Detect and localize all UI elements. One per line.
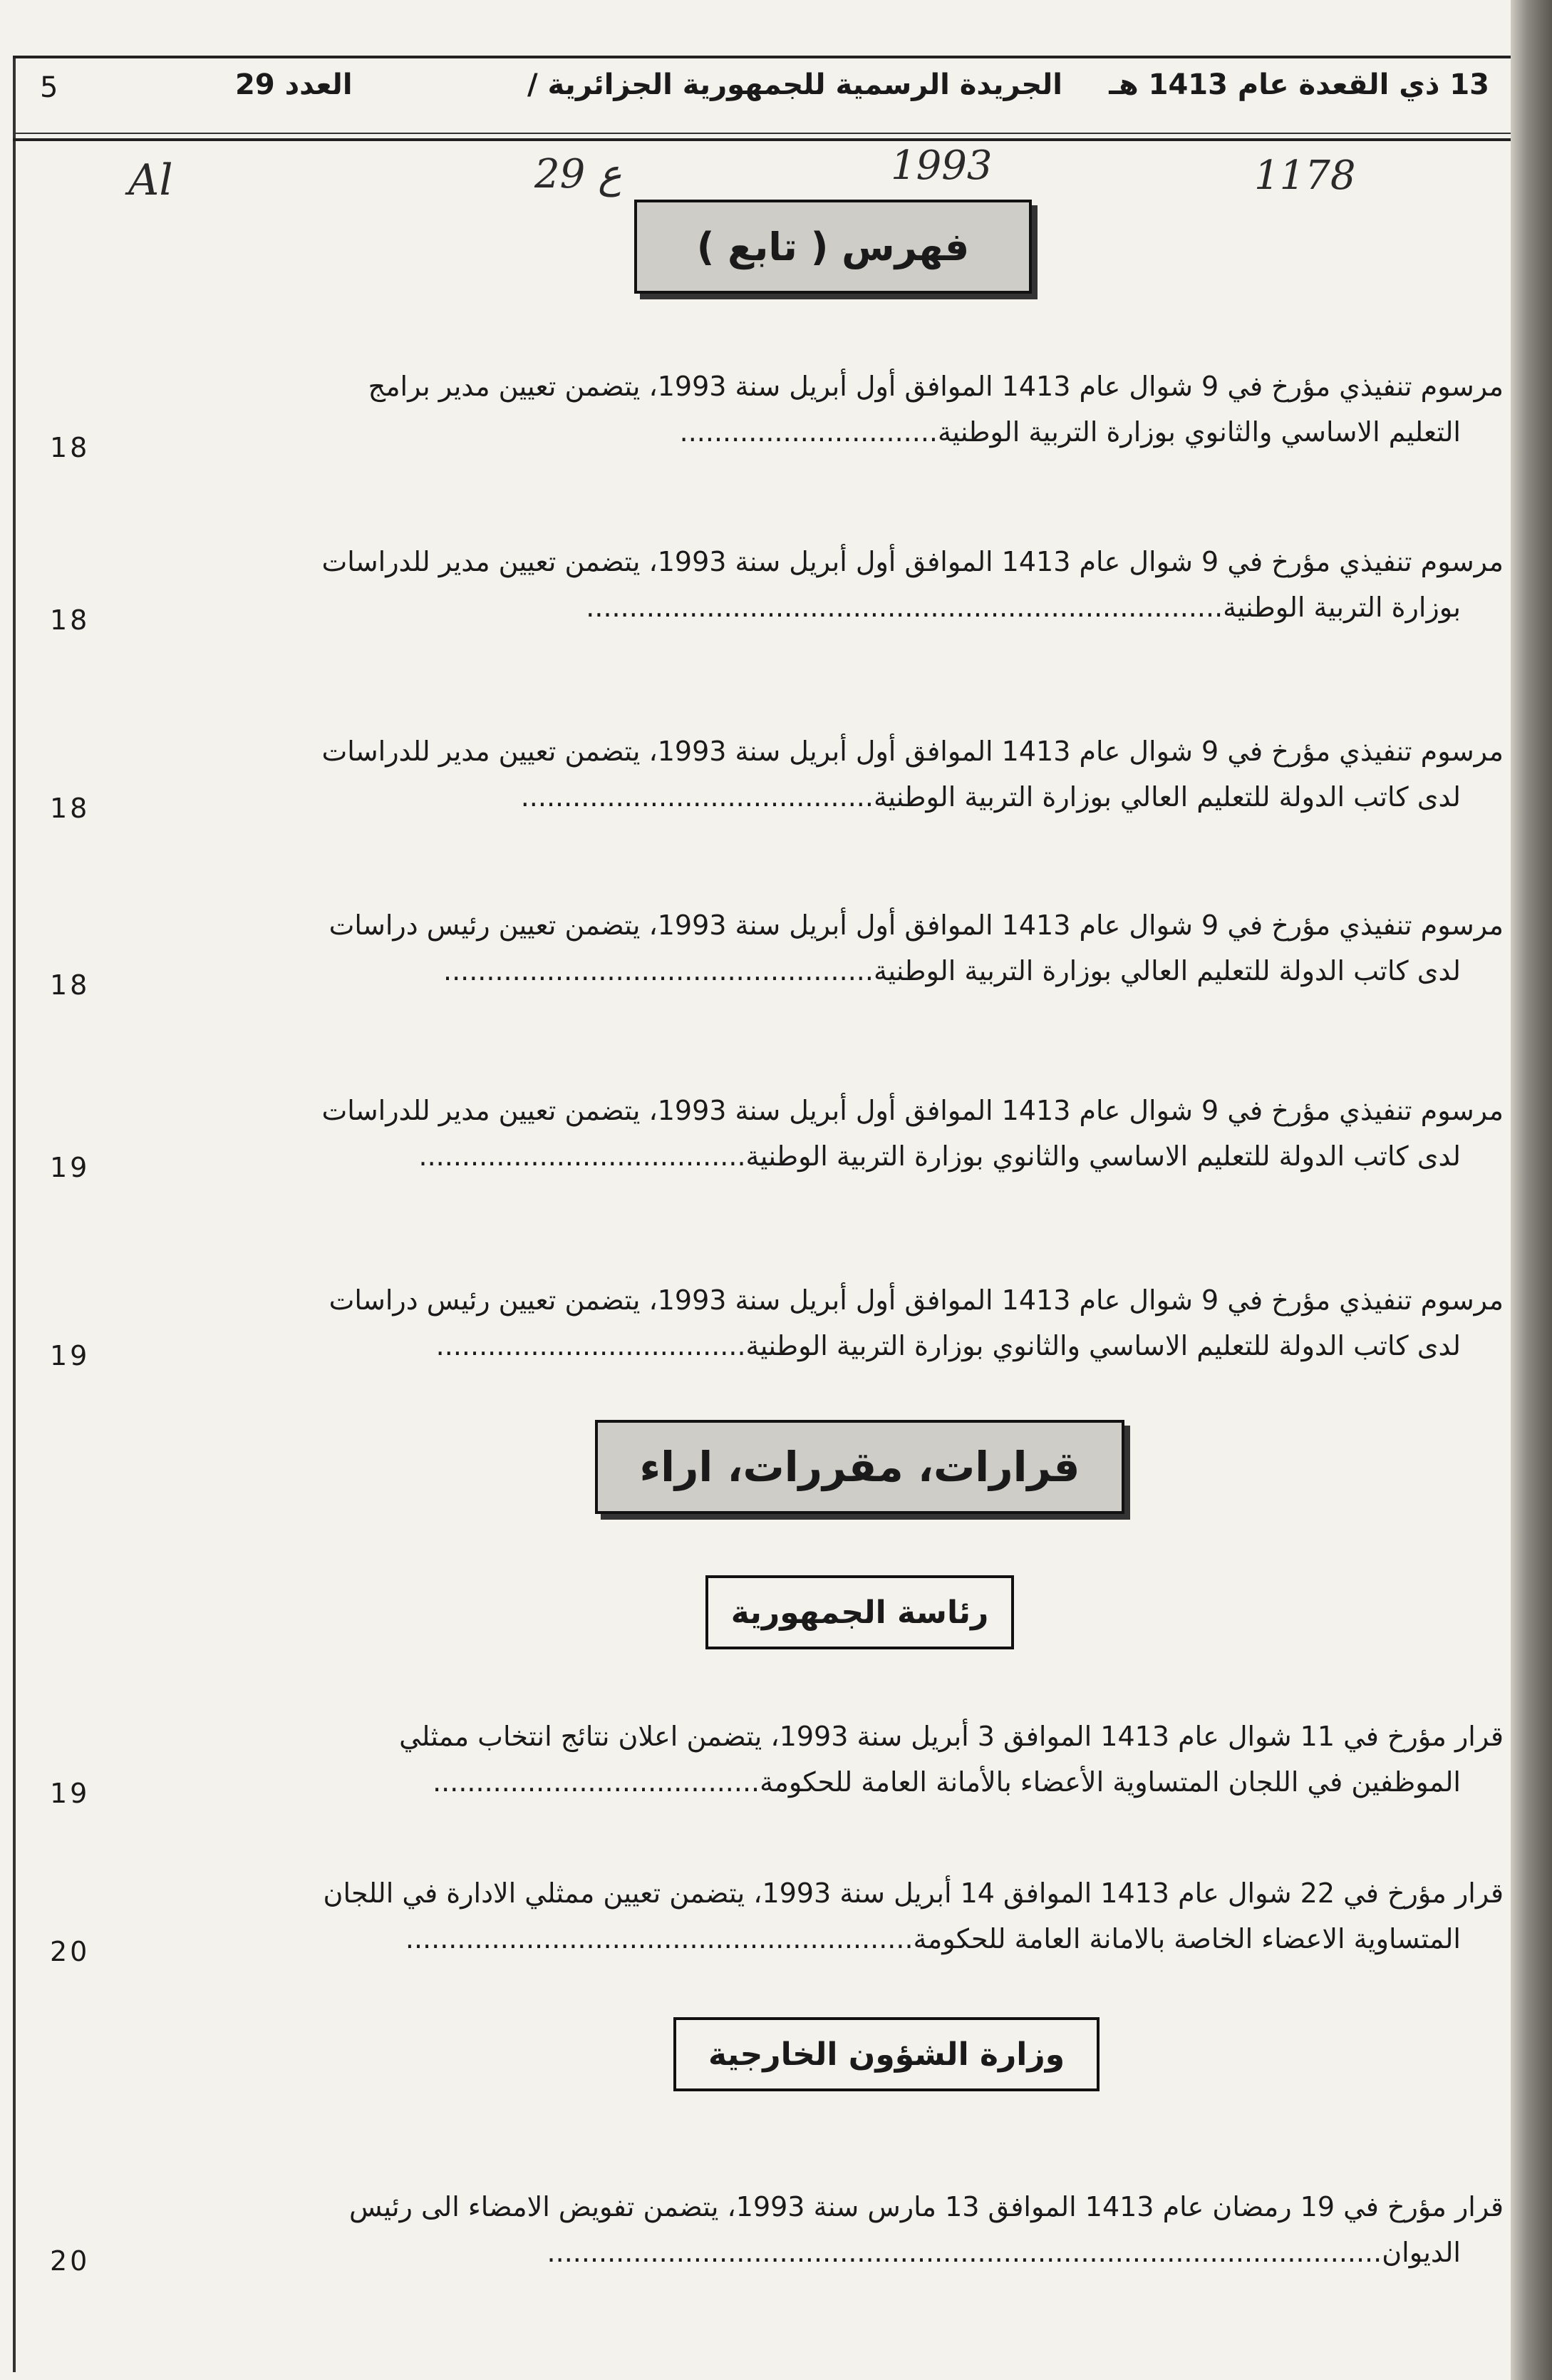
entry-line: الديوان <box>1382 2237 1461 2268</box>
issue-date: 13 ذي القعدة عام 1413 هـ <box>1109 68 1489 101</box>
entry-line: مرسوم تنفيذي مؤرخ في 9 شوال عام 1413 الموافق أول أبريل سنة 1993، يتضمن تعيين مدير للدراسات <box>321 1095 1504 1126</box>
entry-line: التعليم الاساسي والثانوي بوزارة التربية الوطنية <box>938 416 1461 448</box>
section-title-foreign-affairs: وزارة الشؤون الخارجية <box>673 2017 1100 2091</box>
entry-line: الموظفين في اللجان المتساوية الأعضاء بالأمانة العامة للحكومة <box>760 1766 1461 1798</box>
page-edge <box>1511 0 1552 2380</box>
left-border <box>13 56 16 2372</box>
index-entry: مرسوم تنفيذي مؤرخ في 9 شوال عام 1413 الموافق أول أبريل سنة 1993، يتضمن تعيين مدير للدراسات لدى كاتب الدولة للتعليم الاساسي والثانوي بوزارة التربية الوطنية...................................... <box>114 1088 1504 1179</box>
index-entry: مرسوم تنفيذي مؤرخ في 9 شوال عام 1413 الموافق أول أبريل سنة 1993، يتضمن تعيين مدير برامج التعليم الاساسي والثانوي بوزارة التربية الوطنية.............................. <box>114 364 1504 455</box>
entry-line: مرسوم تنفيذي مؤرخ في 9 شوال عام 1413 الموافق أول أبريل سنة 1993، يتضمن تعيين مدير للدراسات <box>321 546 1504 577</box>
entry-line: مرسوم تنفيذي مؤرخ في 9 شوال عام 1413 الموافق أول أبريل سنة 1993، يتضمن تعيين مدير للدراسات <box>321 736 1504 767</box>
handwritten-note: Al <box>128 155 173 205</box>
index-entry: مرسوم تنفيذي مؤرخ في 9 شوال عام 1413 الموافق أول أبريل سنة 1993، يتضمن تعيين رئيس دراسات لدى كاتب الدولة للتعليم العالي بوزارة التربية الوطنية.................................................. <box>114 902 1504 994</box>
entry-line: لدى كاتب الدولة للتعليم العالي بوزارة التربية الوطنية <box>873 781 1461 813</box>
handwritten-note: 1993 <box>891 143 993 189</box>
issue-number: العدد 29 <box>235 68 353 101</box>
entry-line: مرسوم تنفيذي مؤرخ في 9 شوال عام 1413 الموافق أول أبريل سنة 1993، يتضمن تعيين رئيس دراسات <box>328 1284 1504 1316</box>
index-entry: مرسوم تنفيذي مؤرخ في 9 شوال عام 1413 الموافق أول أبريل سنة 1993، يتضمن تعيين مدير للدراسات بوزارة التربية الوطنية.......................................................................... <box>114 539 1504 630</box>
handwritten-note: 29 ع <box>534 151 622 197</box>
entry-page: 20 <box>50 2245 90 2277</box>
entry-line: قرار مؤرخ في 11 شوال عام 1413 الموافق 3 أبريل سنة 1993، يتضمن اعلان نتائج انتخاب ممثلي <box>399 1721 1504 1752</box>
entry-page: 19 <box>50 1152 90 1183</box>
index-entry: قرار مؤرخ في 11 شوال عام 1413 الموافق 3 أبريل سنة 1993، يتضمن اعلان نتائج انتخاب ممثلي الموظفين في اللجان المتساوية الأعضاء بالأمانة العامة للحكومة...................................... <box>114 1714 1504 1805</box>
entry-line: قرار مؤرخ في 19 رمضان عام 1413 الموافق 13 مارس سنة 1993، يتضمن تفويض الامضاء الى رئيس <box>349 2191 1504 2222</box>
entry-line: لدى كاتب الدولة للتعليم الاساسي والثانوي بوزارة التربية الوطنية <box>745 1140 1461 1172</box>
handwritten-note: 1178 <box>1254 153 1356 199</box>
section-title-decisions: قرارات، مقررات، اراء <box>595 1420 1124 1514</box>
index-entry: قرار مؤرخ في 19 رمضان عام 1413 الموافق 13 مارس سنة 1993، يتضمن تفويض الامضاء الى رئيس الديوان................................................................................................. <box>114 2184 1504 2275</box>
entry-page: 20 <box>50 1936 90 1967</box>
page-number: 5 <box>40 71 58 104</box>
section-title-presidency: رئاسة الجمهورية <box>705 1575 1014 1649</box>
section-title-index: فهرس ( تابع ) <box>634 200 1032 294</box>
entry-line: مرسوم تنفيذي مؤرخ في 9 شوال عام 1413 الموافق أول أبريل سنة 1993، يتضمن تعيين رئيس دراسات <box>328 910 1504 941</box>
entry-page: 18 <box>50 969 90 1001</box>
entry-page: 19 <box>50 1778 90 1809</box>
entry-line: لدى كاتب الدولة للتعليم الاساسي والثانوي بوزارة التربية الوطنية <box>745 1330 1461 1361</box>
entry-line: مرسوم تنفيذي مؤرخ في 9 شوال عام 1413 الموافق أول أبريل سنة 1993، يتضمن تعيين مدير برامج <box>368 371 1504 402</box>
entry-page: 19 <box>50 1340 90 1371</box>
entry-line: لدى كاتب الدولة للتعليم العالي بوزارة التربية الوطنية <box>873 955 1461 986</box>
entry-page: 18 <box>50 793 90 824</box>
entry-line: المتساوية الاعضاء الخاصة بالامانة العامة للحكومة <box>913 1923 1461 1954</box>
index-entry: مرسوم تنفيذي مؤرخ في 9 شوال عام 1413 الموافق أول أبريل سنة 1993، يتضمن تعيين رئيس دراسات لدى كاتب الدولة للتعليم الاساسي والثانوي بوزارة التربية الوطنية.................................... <box>114 1277 1504 1369</box>
entry-line: بوزارة التربية الوطنية <box>1223 592 1461 623</box>
entry-page: 18 <box>50 432 90 463</box>
journal-title: الجريدة الرسمية للجمهورية الجزائرية / <box>527 68 1062 101</box>
index-entry: قرار مؤرخ في 22 شوال عام 1413 الموافق 14 أبريل سنة 1993، يتضمن تعيين ممثلي الادارة في اللجان المتساوية الاعضاء الخاصة بالامانة العامة للحكومة........................................................... <box>114 1870 1504 1962</box>
entry-page: 18 <box>50 604 90 636</box>
entry-line: قرار مؤرخ في 22 شوال عام 1413 الموافق 14 أبريل سنة 1993، يتضمن تعيين ممثلي الادارة في اللجان <box>323 1877 1504 1909</box>
index-entry: مرسوم تنفيذي مؤرخ في 9 شوال عام 1413 الموافق أول أبريل سنة 1993، يتضمن تعيين مدير للدراسات لدى كاتب الدولة للتعليم العالي بوزارة التربية الوطنية......................................... <box>114 728 1504 820</box>
